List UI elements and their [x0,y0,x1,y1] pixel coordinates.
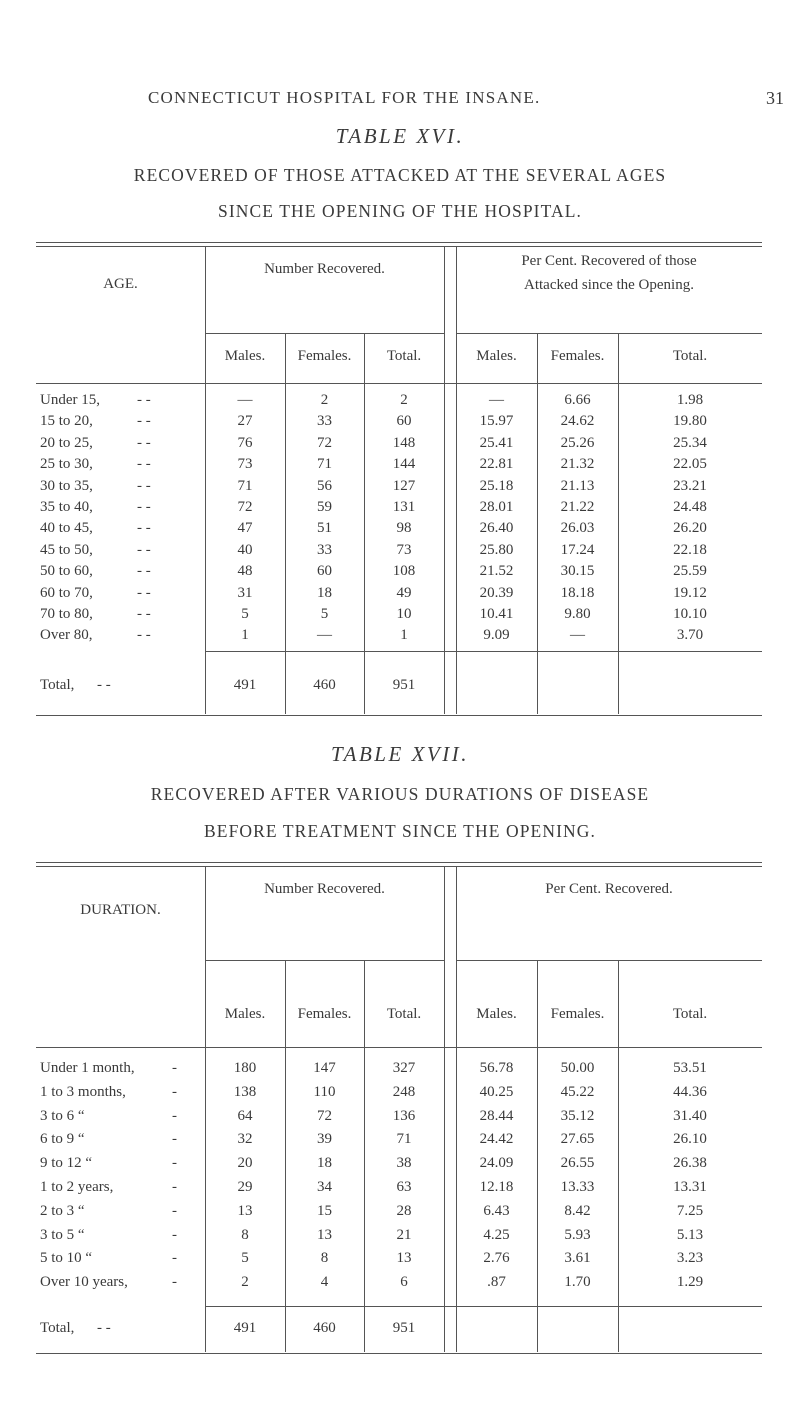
cell-pf: 21.13 [560,477,595,494]
page-number: 31 [766,88,784,108]
cell-m: 5 [241,1250,249,1267]
cell-t: 144 [392,456,416,473]
cell-f: 56 [317,477,332,494]
cell-pt: 19.80 [673,413,707,430]
cell-f: 60 [317,563,332,580]
cell-m: 47 [237,520,253,537]
table16-vline-group-left [444,247,445,714]
cell-f: 15 [317,1202,332,1219]
cell-pf: 45.22 [560,1083,595,1100]
table16-top-rule [36,242,762,243]
cell-m: 5 [241,606,249,622]
cell-m: 8 [241,1226,249,1243]
cell-f: 72 [317,434,332,451]
row-leader-dashes: - - [137,520,151,537]
table17-col-pct-females: Females. [550,1006,605,1022]
cell-pm: 2.76 [483,1250,510,1267]
table16-col-pct-females: Females. [550,348,605,364]
row-label: 3 to 5 “ [40,1226,85,1243]
table17-col-pct-total: Total. [672,1006,708,1022]
cell-m: 20 [237,1155,253,1172]
cell-t: 327 [392,1060,416,1076]
cell-pt: 1.29 [676,1274,704,1291]
cell-pf: 50.00 [560,1060,595,1076]
table16-col-total: Total. [386,348,422,364]
row-leader-dashes: - [172,1250,177,1267]
row-leader-dashes: - [172,1155,177,1172]
total-label: Total, [40,677,75,693]
cell-pm: 24.09 [479,1155,514,1172]
cell-t: 10 [396,606,412,622]
table16-title: TABLE XVI. [335,124,465,148]
cell-f: 4 [320,1274,329,1291]
total-m: 491 [233,1320,257,1336]
cell-pm: 15.97 [479,413,514,430]
table16-subtitle-line1: RECOVERED OF THOSE ATTACKED AT THE SEVERAL AGES [133,165,667,185]
cell-m: 2 [241,1274,249,1291]
cell-pf: 21.32 [560,456,595,473]
cell-f: 147 [313,1060,336,1076]
cell-pf: 3.61 [564,1250,591,1267]
table16-subtitle-line2: SINCE THE OPENING OF THE HOSPITAL. [218,201,582,221]
row-label: 15 to 20, [40,413,93,430]
cell-pt: 23.21 [673,477,707,494]
table17-total-top-rule [205,1306,762,1307]
cell-pf: — [570,627,585,644]
cell-pt: 3.70 [676,627,704,644]
cell-f: 8 [320,1250,329,1267]
row-label: 3 to 6 “ [40,1107,85,1124]
cell-t: 21 [396,1226,412,1243]
cell-pf: 18.18 [560,584,595,601]
cell-pf: 21.22 [560,499,595,515]
cell-pt: 3.23 [676,1250,704,1267]
cell-f: 59 [317,499,332,515]
table16-total-top-rule [205,651,762,652]
cell-f: 13 [317,1226,332,1243]
cell-pt: 7.25 [676,1202,704,1219]
row-label: 50 to 60, [40,563,93,580]
cell-pf: 5.93 [564,1226,591,1243]
cell-f: 34 [317,1179,332,1195]
cell-t: 1 [400,627,408,644]
row-leader-dashes: - - [137,541,151,558]
cell-pt: 24.48 [673,499,707,515]
cell-m: 32 [237,1131,253,1148]
row-label: Under 15, [40,392,100,408]
table16-top-rule-inner [36,246,762,247]
table17-bottom-rule [36,1353,762,1354]
table16-group2-header-line2: Attacked since the Opening. [524,277,694,293]
cell-m: 31 [237,584,253,601]
table17-col-males: Males. [224,1006,266,1022]
row-label: 5 to 10 “ [40,1250,93,1267]
page-running-header: CONNECTICUT HOSPITAL FOR THE INSANE. [148,88,541,107]
table17-header-bottom-rule [36,1047,762,1048]
table16-col-females: Females. [297,348,352,364]
cell-pf: 9.80 [564,606,591,622]
row-label: Over 10 years, [40,1274,128,1291]
cell-m: 1 [241,627,249,644]
row-label: 1 to 3 months, [40,1083,126,1100]
row-leader-dashes: - - [137,563,151,580]
table16-col-pct-males: Males. [476,348,517,364]
cell-m: 76 [237,434,253,451]
row-label: 20 to 25, [40,434,93,451]
table16-group1-underline [205,333,444,334]
cell-m: 64 [237,1107,253,1124]
total-f: 460 [313,1320,336,1336]
row-leader-dashes: - [172,1274,177,1291]
table17-group2-underline [456,960,762,961]
row-leader-dashes: - [172,1131,177,1148]
cell-pt: 13.31 [673,1179,707,1195]
cell-pt: 31.40 [673,1107,707,1124]
total-m: 491 [233,677,257,693]
cell-f: — [317,627,332,644]
cell-pm: 40.25 [479,1083,514,1100]
cell-t: 98 [396,520,412,537]
table17-col-pct-males: Males. [476,1006,517,1022]
cell-f: 110 [313,1083,336,1100]
cell-t: 63 [396,1179,412,1195]
cell-pf: 8.42 [564,1202,591,1219]
cell-pf: 30.15 [560,563,595,580]
cell-pm: 4.25 [483,1226,510,1243]
cell-pt: 26.10 [673,1131,707,1148]
total-t: 951 [392,1320,416,1336]
row-label: 2 to 3 “ [40,1202,85,1219]
table17-top-rule-inner [36,866,762,867]
cell-pt: 44.36 [673,1083,707,1100]
total-leader-dashes: - - [97,677,111,693]
cell-pm: 24.42 [479,1131,514,1148]
row-label: 25 to 30, [40,456,93,473]
cell-pf: 6.66 [564,392,591,408]
table17-stub-header: DURATION. [80,902,161,918]
row-label: 6 to 9 “ [40,1131,85,1148]
cell-pf: 1.70 [564,1274,591,1291]
cell-t: 49 [396,584,412,601]
cell-pm: 12.18 [479,1179,514,1195]
cell-t: 127 [392,477,416,494]
cell-t: 2 [400,392,408,408]
total-leader-dashes: - - [97,1320,111,1336]
cell-pm: 25.41 [479,434,514,451]
cell-f: 33 [317,541,332,558]
cell-pf: 13.33 [560,1179,595,1195]
table17-subtitle-line1: RECOVERED AFTER VARIOUS DURATIONS OF DISEASE [150,784,650,804]
cell-pm: 28.44 [479,1107,514,1124]
cell-pm: 6.43 [483,1202,510,1219]
row-label: 30 to 35, [40,477,93,494]
cell-pm: 25.80 [479,541,514,558]
cell-pt: 22.05 [673,456,707,473]
total-f: 460 [313,677,336,693]
cell-m: 73 [237,456,253,473]
cell-pt: 19.12 [673,584,707,601]
cell-t: 71 [396,1131,412,1148]
cell-pm: 10.41 [479,606,514,622]
cell-f: 5 [320,606,329,622]
table17-group2-header: Per Cent. Recovered. [545,881,673,897]
table16-col-pct-total: Total. [672,348,708,364]
row-leader-dashes: - - [137,499,151,515]
table17-col-females: Females. [297,1006,352,1022]
row-label: 9 to 12 “ [40,1155,93,1172]
cell-t: 248 [392,1083,416,1100]
cell-m: 48 [237,563,253,580]
cell-pt: 1.98 [676,392,704,408]
table17-col-total: Total. [386,1006,422,1022]
row-label: 70 to 80, [40,606,93,622]
row-label: 45 to 50, [40,541,93,558]
table17-top-rule [36,862,762,863]
row-leader-dashes: - - [137,606,151,622]
cell-pf: 24.62 [560,413,595,430]
cell-m: 180 [233,1060,257,1076]
table16-group1-header: Number Recovered. [264,261,385,277]
cell-pf: 17.24 [560,541,595,558]
row-leader-dashes: - - [137,392,151,408]
cell-pf: 26.03 [560,520,595,537]
cell-pt: 25.59 [673,563,707,580]
cell-m: 72 [237,499,253,515]
table17-group1-header: Number Recovered. [264,881,385,897]
row-label: Over 80, [40,627,93,644]
cell-pm: 22.81 [479,456,514,473]
row-leader-dashes: - [172,1083,177,1100]
table17-group1-underline [205,960,444,961]
row-label: 1 to 2 years, [40,1179,114,1195]
row-leader-dashes: - - [137,627,151,644]
cell-pt: 26.38 [673,1155,707,1172]
cell-pm: 26.40 [479,520,514,537]
cell-m: 40 [237,541,253,558]
cell-f: 72 [317,1107,332,1124]
cell-pt: 5.13 [676,1226,704,1243]
row-leader-dashes: - - [137,456,151,473]
table17-vline-group-left [444,867,445,1352]
table16-stub-header: AGE. [103,276,138,292]
table17-title: TABLE XVII. [331,742,469,766]
row-label: Under 1 month, [40,1060,135,1076]
row-leader-dashes: - - [137,434,151,451]
cell-m: 13 [237,1202,253,1219]
cell-pm: — [489,392,504,408]
cell-pm: 20.39 [479,584,514,601]
table16-col-males: Males. [224,348,266,364]
total-t: 951 [392,677,416,693]
cell-pm: 28.01 [479,499,514,515]
cell-pf: 27.65 [560,1131,595,1148]
cell-m: 29 [237,1179,253,1195]
cell-pm: 21.52 [479,563,514,580]
cell-f: 33 [317,413,332,430]
row-leader-dashes: - - [137,584,151,601]
cell-m: 71 [237,477,253,494]
cell-t: 13 [396,1250,412,1267]
cell-t: 73 [396,541,412,558]
cell-t: 38 [396,1155,412,1172]
cell-f: 51 [317,520,332,537]
row-label: 40 to 45, [40,520,93,537]
table16-group2-header-line1: Per Cent. Recovered of those [521,253,697,269]
cell-m: — [237,392,253,408]
cell-pm: 9.09 [483,627,510,644]
row-leader-dashes: - - [137,413,151,430]
cell-f: 18 [317,1155,332,1172]
cell-t: 136 [392,1107,416,1124]
cell-pf: 35.12 [560,1107,595,1124]
cell-pm: .87 [487,1274,506,1291]
cell-f: 18 [317,584,332,601]
row-leader-dashes: - [172,1179,177,1195]
total-label: Total, [40,1320,75,1336]
cell-pt: 10.10 [673,606,707,622]
cell-t: 108 [392,563,416,580]
cell-f: 39 [317,1131,332,1148]
cell-pt: 22.18 [673,541,707,558]
cell-pt: 25.34 [673,434,707,451]
cell-pt: 53.51 [673,1060,707,1076]
cell-t: 6 [400,1274,408,1291]
cell-m: 138 [233,1083,257,1100]
row-label: 35 to 40, [40,499,93,515]
row-leader-dashes: - - [137,477,151,494]
cell-f: 71 [317,456,332,473]
row-leader-dashes: - [172,1202,177,1219]
table16-group2-underline [456,333,762,334]
row-leader-dashes: - [172,1060,177,1076]
row-leader-dashes: - [172,1107,177,1124]
cell-pm: 25.18 [479,477,514,494]
cell-t: 148 [392,434,416,451]
cell-t: 131 [392,499,416,515]
cell-pm: 56.78 [479,1060,514,1076]
cell-pf: 26.55 [560,1155,595,1172]
table16-bottom-rule [36,715,762,716]
cell-pf: 25.26 [560,434,595,451]
cell-m: 27 [237,413,253,430]
row-label: 60 to 70, [40,584,93,601]
cell-t: 28 [396,1202,412,1219]
cell-f: 2 [320,392,329,408]
row-leader-dashes: - [172,1226,177,1243]
table17-subtitle-line2: BEFORE TREATMENT SINCE THE OPENING. [204,821,596,841]
cell-pt: 26.20 [673,520,707,537]
table16-header-bottom-rule [36,383,762,384]
cell-t: 60 [396,413,412,430]
